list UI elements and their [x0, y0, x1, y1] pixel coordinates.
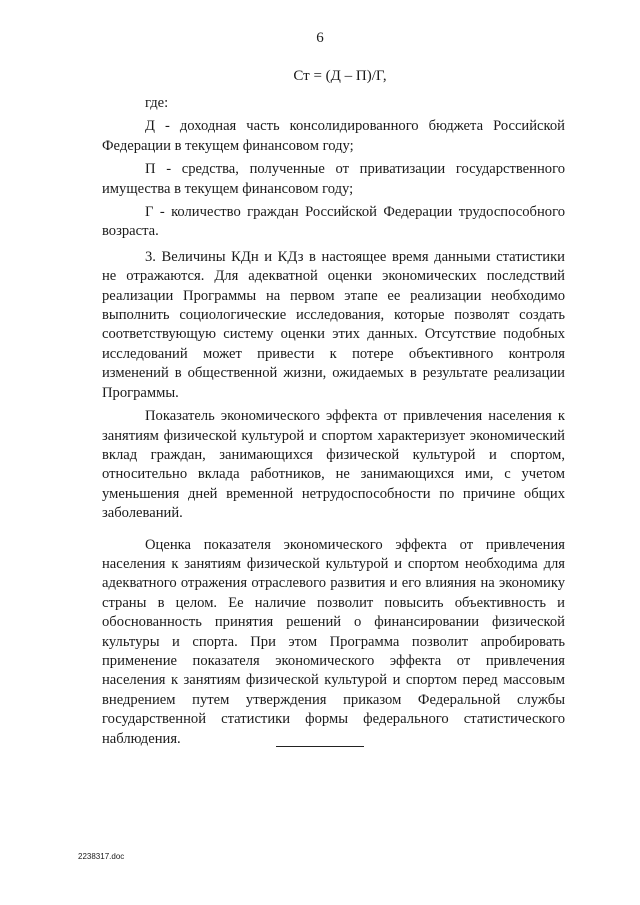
- definition-g: Г - количество граждан Российской Федерации трудоспособного возраста.: [102, 204, 565, 240]
- file-name: 2238317.doc: [78, 852, 125, 861]
- closing-divider: [276, 746, 364, 747]
- definition-p: П - средства, полученные от приватизации государственного имущества в текущем финансовом году;: [102, 161, 565, 197]
- page-number: 6: [316, 30, 324, 46]
- paragraph-economic-effect: Показатель экономического эффекта от привлечения населения к занятиям физической культурой и спортом характеризует экономический вклад граждан, занимающихся физической культурой и спортом, относительно вклада работников, не занимающихся ими, с учетом уменьшения дней временной нетрудоспособности по причине общих заболеваний.: [102, 408, 565, 522]
- paragraph-3: 3. Величины КДн и КДз в настоящее время данными статистики не отражаются. Для адекватной оценки экономических последствий реализации Программы на первом этапе ее реализации необходимо выполнить социологические исследования, которые позволят создать соответствующую систему оценки этих данных. Отсутствие подобных исследований может привести к потере объективного контроля изменений в общественной жизни, ожидаемых в результате реализации Программы.: [102, 248, 565, 401]
- document-body: [102, 94, 565, 749]
- definition-d: Д - доходная часть консолидированного бюджета Российской Федерации в текущем финансовом году;: [102, 118, 565, 154]
- paragraph-assessment: Оценка показателя экономического эффекта от привлечения населения к занятиям физической культурой и спортом необходима для адекватного отражения отраслевого развития и его влияния на экономику страны в целом. Ее наличие позволит повысить объективность и обоснованность принятия решений о финансировании физической культуры и спорта. При этом Программа позволит апробировать применение показателя экономического эффекта от привлечения населения к занятиям физической культурой и спортом перед массовым внедрением путем утверждения приказом Федеральной службы государственной статистики формы федерального статистического наблюдения.: [102, 536, 565, 747]
- formula: Ст = (Д – П)/Г,: [293, 68, 387, 84]
- where-label: где:: [145, 95, 169, 111]
